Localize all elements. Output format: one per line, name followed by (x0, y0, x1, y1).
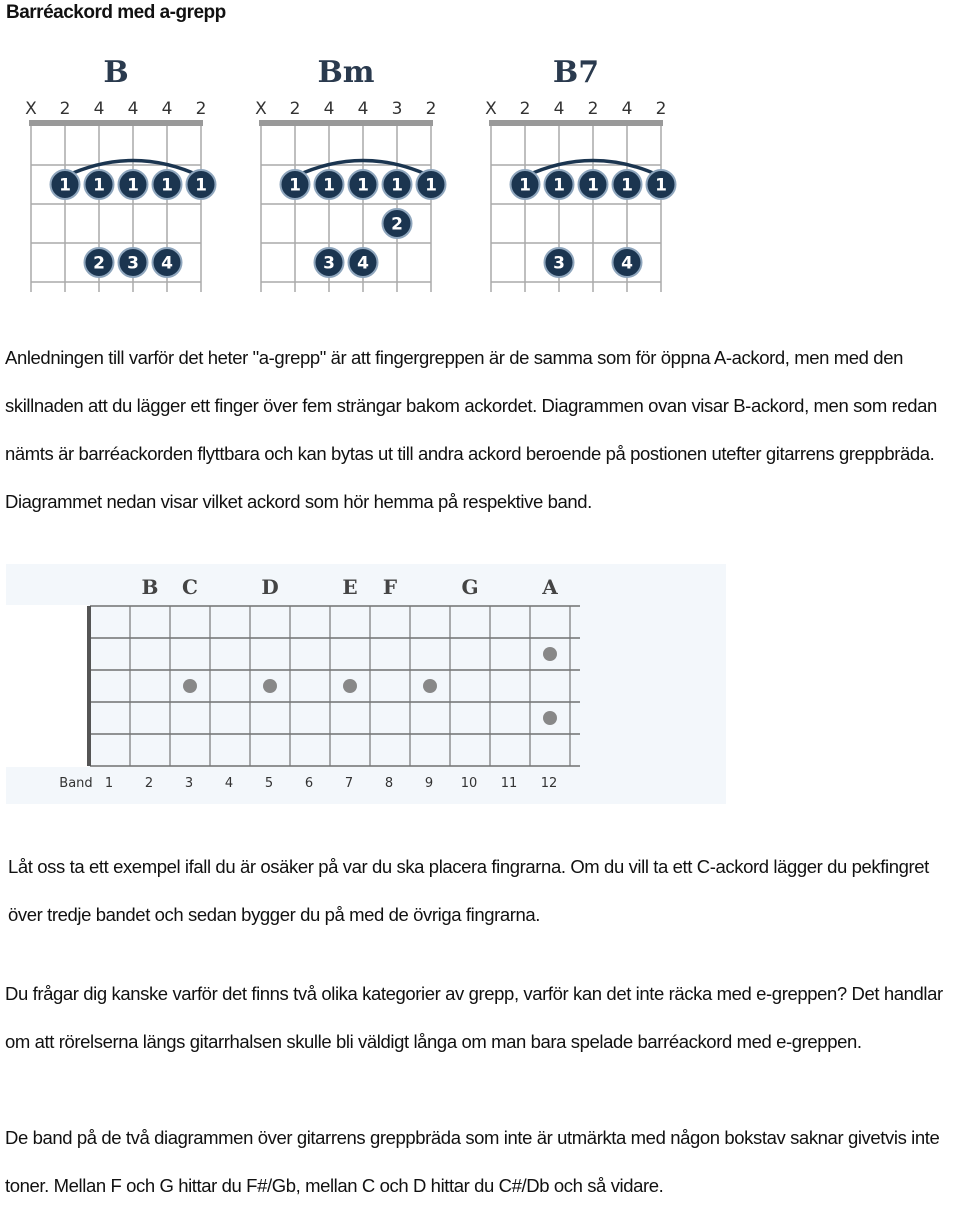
chord-name: B7 (552, 55, 600, 90)
note-label: A (542, 575, 558, 599)
inlay-marker (343, 679, 357, 693)
string-label: 2 (425, 99, 437, 119)
band-number: 12 (540, 776, 558, 791)
string-label: 3 (391, 99, 403, 119)
chord-diagrams (0, 40, 700, 300)
string-label: 2 (587, 99, 599, 119)
finger-number: 1 (655, 175, 667, 196)
band-number: 6 (304, 776, 314, 791)
finger-number: 3 (553, 253, 565, 274)
finger-number: 4 (161, 253, 173, 274)
chord-0 (25, 55, 215, 292)
finger-number: 1 (127, 175, 139, 196)
finger-number: 1 (357, 175, 369, 196)
band-number: 5 (264, 776, 274, 791)
finger-number: 2 (93, 253, 105, 274)
finger-number: 1 (323, 175, 335, 196)
string-label: 2 (59, 99, 71, 119)
chord-1 (255, 55, 445, 292)
band-number: 3 (184, 776, 194, 791)
band-number: 4 (224, 776, 234, 791)
paragraph-intro: Anledningen till varför det heter "a-grepp" är att fingergreppen är de samma som för öppna A-ackord, men med den skillnaden att du lägger ett finger över fem strängar bakom ackordet. Diagrammen ovan visar B-ackord, men som redan nämts är barréackorden flyttbara och kan bytas ut till andra ackord beroende på postionen utefter gitarrens greppbräda. Diagrammet nedan visar vilket ackord som hör hemma på respektive band. (5, 347, 937, 512)
fretboard-diagram (6, 564, 726, 809)
finger-number: 1 (93, 175, 105, 196)
string-label: 4 (357, 99, 369, 119)
note-label: F (382, 575, 398, 599)
inlay-marker (543, 647, 557, 661)
page-heading: Barréackord med a-grepp (6, 2, 226, 23)
paragraph-example: Låt oss ta ett exempel ifall du är osäker på var du ska placera fingrarna. Om du vill ta ett C-ackord lägger du pekfingret över tredje bandet och sedan bygger du på med de övriga fingrarna. (8, 856, 929, 925)
finger-number: 4 (621, 253, 633, 274)
finger-number: 1 (519, 175, 531, 196)
paragraph-question: Du frågar dig kanske varför det finns två olika kategorier av grepp, varför kan det inte räcka med e-greppen? Det handlar om att rörelserna längs gitarrhalsen skulle bli väldigt långa om man bara spelade barréackord med e-greppen. (5, 983, 943, 1052)
band-label: Band (59, 776, 93, 791)
note-label: C (182, 575, 198, 599)
nut (489, 120, 663, 126)
band-number: 8 (384, 776, 394, 791)
finger-number: 1 (195, 175, 207, 196)
inlay-marker (263, 679, 277, 693)
band-number: 10 (460, 776, 478, 791)
paragraph-note: De band på de två diagrammen över gitarrens greppbräda som inte är utmärkta med någon bokstav saknar givetvis inte toner. Mellan F och G hittar du F#/Gb, mellan C och D hittar du C#/Db och så vidare. (5, 1127, 940, 1196)
band-number: 7 (344, 776, 354, 791)
note-label: B (141, 575, 159, 599)
finger-number: 1 (161, 175, 173, 196)
finger-number: 1 (425, 175, 437, 196)
string-label: X (485, 99, 497, 119)
note-label: E (342, 575, 358, 599)
note-label: G (461, 575, 479, 599)
string-label: 4 (161, 99, 173, 119)
string-label: 2 (655, 99, 667, 119)
chord-2 (485, 55, 675, 292)
finger-number: 1 (587, 175, 599, 196)
finger-number: 3 (127, 253, 139, 274)
band-number: 9 (424, 776, 434, 791)
fretboard-nut (87, 606, 91, 766)
nut (29, 120, 203, 126)
string-label: 4 (553, 99, 565, 119)
string-label: X (255, 99, 267, 119)
chord-name: Bm (317, 55, 375, 90)
inlay-marker (423, 679, 437, 693)
string-label: 4 (127, 99, 139, 119)
finger-number: 2 (391, 214, 403, 235)
finger-number: 1 (621, 175, 633, 196)
finger-number: 1 (59, 175, 71, 196)
chord-name: B (103, 55, 129, 90)
finger-number: 1 (391, 175, 403, 196)
band-number: 2 (144, 776, 154, 791)
finger-number: 1 (553, 175, 565, 196)
string-label: 2 (195, 99, 207, 119)
inlay-marker (183, 679, 197, 693)
nut (259, 120, 433, 126)
string-label: X (25, 99, 37, 119)
string-label: 2 (519, 99, 531, 119)
fretboard-background (6, 564, 726, 804)
finger-number: 1 (289, 175, 301, 196)
band-number: 11 (500, 776, 518, 791)
band-number: 1 (104, 776, 114, 791)
string-label: 4 (323, 99, 335, 119)
inlay-marker (543, 711, 557, 725)
string-label: 2 (289, 99, 301, 119)
note-label: D (261, 575, 279, 599)
finger-number: 3 (323, 253, 335, 274)
headstock-area (6, 605, 88, 767)
string-label: 4 (621, 99, 633, 119)
finger-number: 4 (357, 253, 369, 274)
string-label: 4 (93, 99, 105, 119)
